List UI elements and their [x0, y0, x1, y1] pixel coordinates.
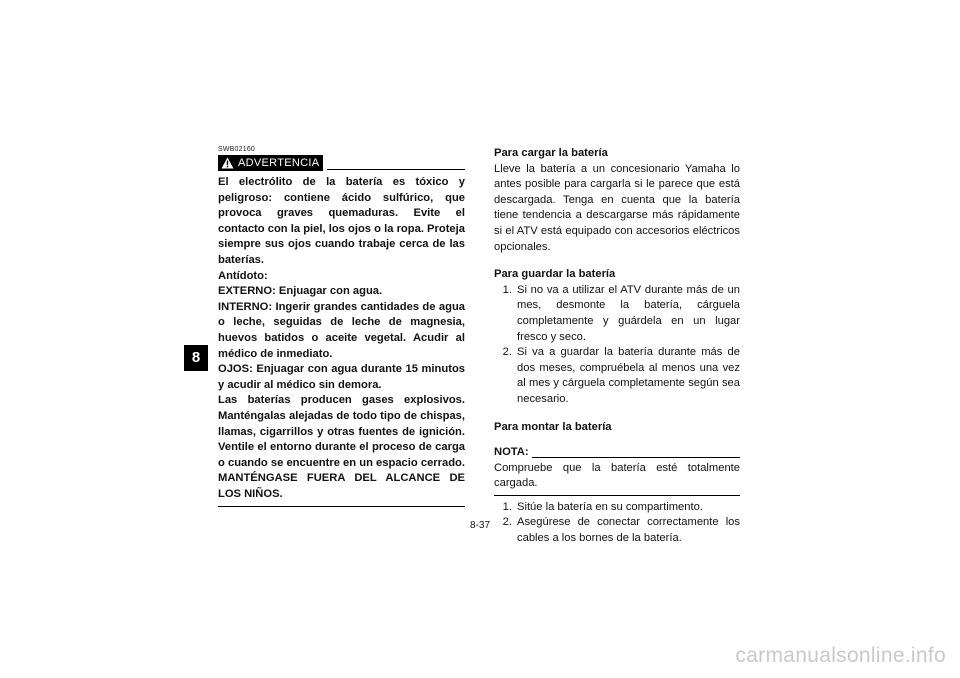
warning-column [218, 146, 465, 507]
note-header-rule [532, 457, 740, 458]
warning-paragraph: Las baterías producen gases explosivos. Manténgalas alejadas de todo tipo de chispas, llamas, cigarrillos y otras fuentes de ignición. Ventile el entorno durante el proceso de carga o cuando se encuentre en un espacio cerrado. MANTÉNGASE FUERA DEL ALCANCE DE LOS NIÑOS. [218, 394, 465, 500]
list-item [494, 515, 740, 546]
note-text: Compruebe que la batería esté totalmente cargada. [494, 461, 740, 490]
step-number: 2. [502, 516, 512, 529]
step-number: 2. [502, 346, 512, 359]
warning-body [218, 175, 465, 502]
warning-paragraph: El electrólito de la batería es tóxico y peligroso: contiene ácido sulfúrico, que provoca graves quemaduras. Evite el contacto con la piel, los ojos o la ropa. Proteja siempre sus ojos cuando trabaje cerca de las baterías. [218, 176, 465, 266]
step-text: Si no va a utilizar el ATV durante más de un mes, desmonte la batería, cárguela completamente y guárdela en un lugar fresco y seco. [517, 283, 740, 343]
warning-code: SWB02160 [218, 146, 256, 153]
warning-paragraph: Antídoto: [218, 269, 268, 282]
store-steps [494, 283, 740, 408]
warning-paragraph: EXTERNO: Enjuagar con agua. [218, 285, 383, 298]
charge-text: Lleve la batería a un concesionario Yamaha lo antes posible para cargarla si le parece que está descargada. Tenga en cuenta que la batería tiene tendencia a descargarse más rápidamente si el ATV está equipado con accesorios eléctricos opcionales. [494, 162, 740, 253]
note-end-rule [494, 495, 740, 496]
warning-header-rule [327, 169, 465, 170]
note-header [494, 445, 740, 461]
step-text: Asegúrese de conectar correctamente los cables a los bornes de la batería. [517, 516, 740, 545]
list-item [494, 283, 740, 345]
list-item [494, 500, 740, 516]
note-label: NOTA: [494, 446, 529, 459]
warning-badge [218, 155, 323, 171]
step-text: Si va a guardar la batería durante más de dos meses, compruébela al menos una vez al mes y cárguela completamente según sea necesario. [517, 346, 740, 405]
mount-steps [494, 500, 740, 547]
chapter-tab: 8 [184, 345, 208, 371]
step-text: Sitúe la batería en su compartimento. [517, 500, 703, 513]
charge-heading: Para cargar la batería [494, 147, 608, 159]
warning-triangle-icon [221, 157, 234, 169]
warning-header [218, 154, 465, 172]
warning-label: ADVERTENCIA [238, 157, 320, 169]
watermark: carmanualsonline.info [735, 644, 946, 667]
store-heading: Para guardar la batería [494, 268, 616, 281]
mount-heading: Para montar la batería [494, 420, 612, 433]
mount-section [494, 420, 740, 547]
warning-end-rule [218, 506, 465, 507]
step-number: 1. [502, 500, 512, 513]
warning-paragraph: OJOS: Enjuagar con agua durante 15 minutos y acudir al médico sin demora. [218, 363, 465, 391]
store-section [494, 267, 740, 407]
step-number: 1. [502, 283, 512, 296]
warning-paragraph: INTERNO: Ingerir grandes cantidades de agua o leche, seguidas de leche de magnesia, huevos batidos o aceite vegetal. Acudir al médico de inmediato. [218, 300, 465, 360]
page-number: 8-37 [469, 520, 490, 531]
battery-instructions-column [494, 146, 740, 547]
list-item [494, 345, 740, 407]
